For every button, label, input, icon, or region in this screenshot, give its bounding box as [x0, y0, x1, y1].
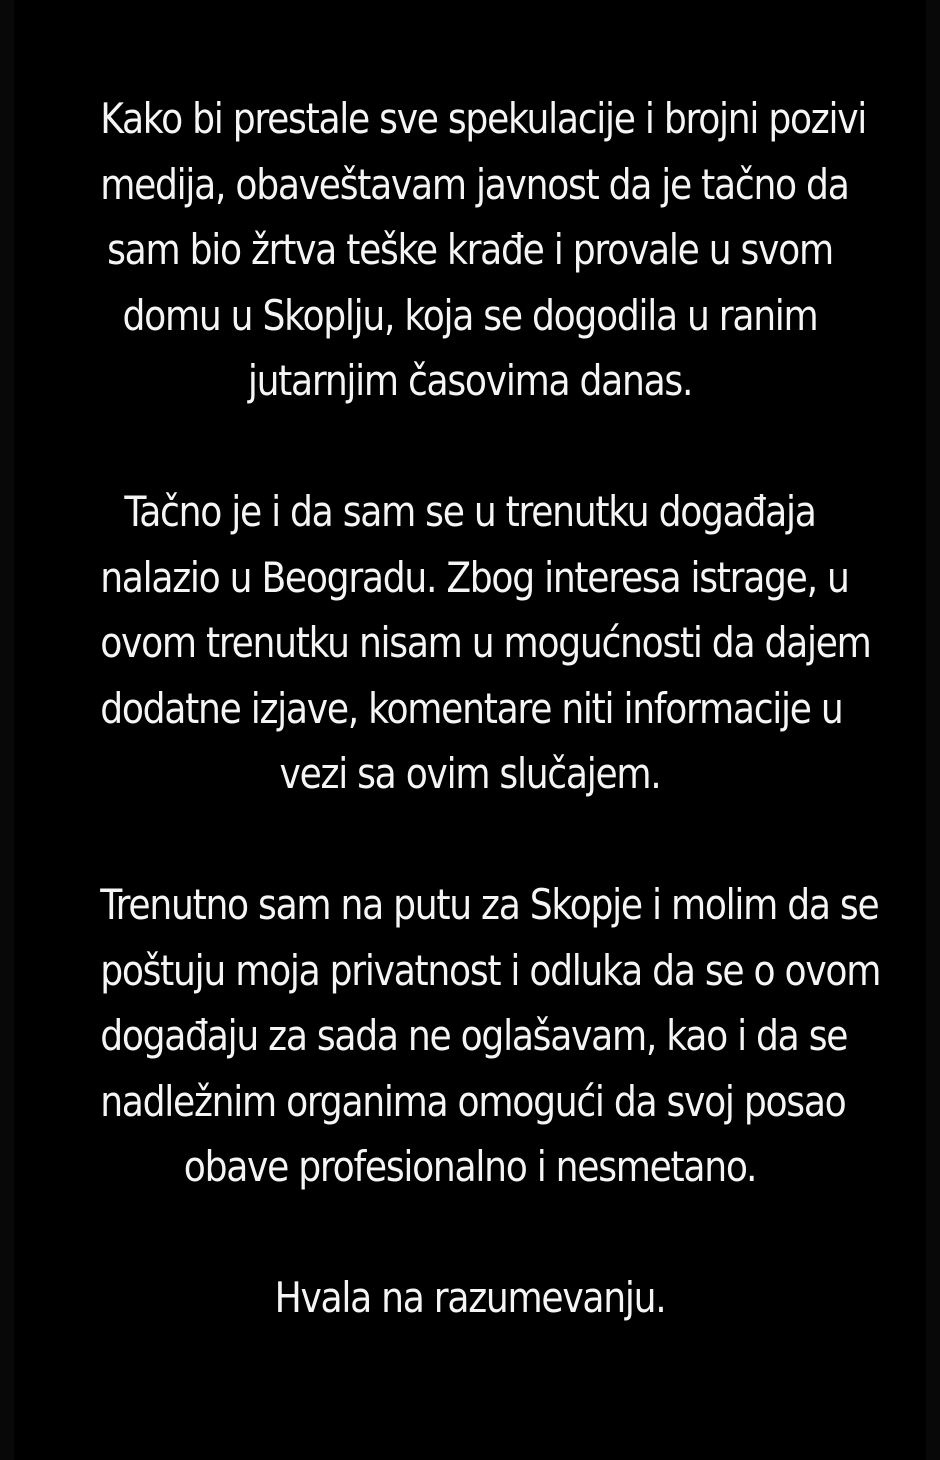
paragraph-1-line-3: sam bio žrtva teške krađe i provale u svom: [107, 225, 833, 274]
closing-line: Hvala na razumevanju.: [274, 1273, 666, 1322]
paragraph-1-line-2: medija, obaveštavam javnost da je tačno da: [100, 159, 849, 209]
paragraph-1-line-1: Kako bi prestale sve spekulacije i brojni pozivi: [100, 94, 867, 143]
paragraph-1-line-4: domu u Skoplju, koja se dogodila u ranim: [122, 290, 818, 340]
paragraph-2: [100, 479, 871, 807]
paragraph-1-line-5: jutarnjim časovima danas.: [247, 356, 693, 405]
paragraph-3: [100, 872, 881, 1200]
statement-text: [40, 86, 900, 1331]
paragraph-3-line-5: obave profesionalno i nesmetano.: [183, 1142, 757, 1191]
paragraph-1: [100, 86, 867, 414]
paragraph-2-line-1: Tačno je i da sam se u trenutku događaja: [124, 487, 816, 536]
paragraph-3-line-3: događaju za sada ne oglašavam, kao i da se: [100, 1011, 848, 1060]
paragraph-2-line-5: vezi sa ovim slučajem.: [279, 749, 661, 798]
paragraph-2-line-4: dodatne izjave, komentare niti informacije u: [100, 683, 843, 733]
paragraph-3-line-1: Trenutno sam na putu za Skopje i molim da se: [100, 880, 879, 929]
paragraph-gap: [40, 807, 900, 873]
left-edge: [0, 0, 14, 1460]
right-edge: [926, 0, 940, 1460]
paragraph-2-line-2: nalazio u Beogradu. Zbog interesa istrage, u: [100, 552, 849, 602]
paragraph-3-line-4: nadležnim organima omogući da svoj posao: [100, 1076, 846, 1126]
paragraph-gap: [40, 1200, 900, 1266]
paragraph-2-line-3: ovom trenutku nisam u mogućnosti da dajem: [100, 618, 871, 667]
paragraph-4: [100, 1265, 840, 1331]
paragraph-3-line-2: poštuju moja privatnost i odluka da se o ovom: [100, 945, 881, 995]
paragraph-gap: [40, 414, 900, 480]
